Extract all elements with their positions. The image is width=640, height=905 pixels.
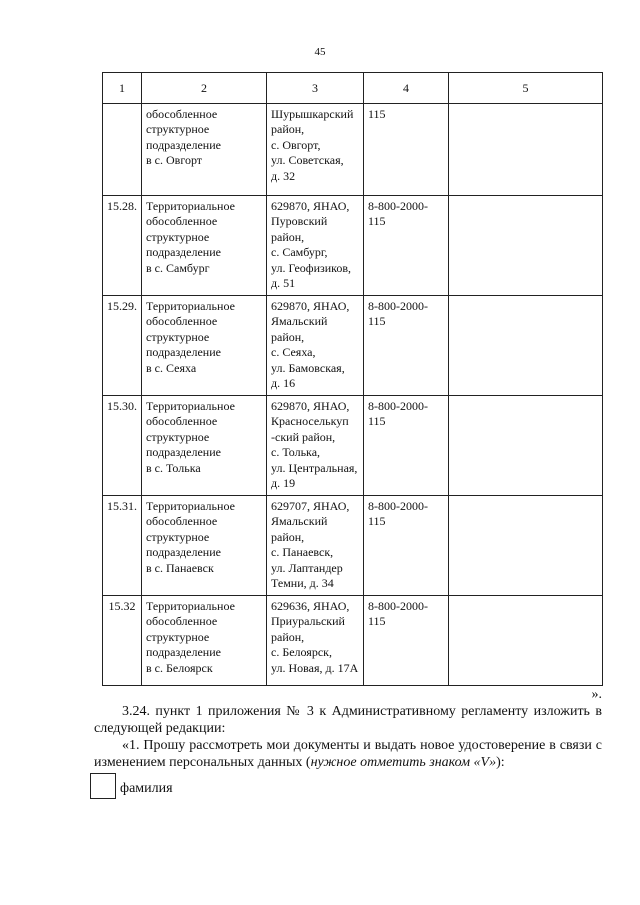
phone-cell-line: 8-800-2000-: [368, 198, 428, 213]
address-cell-line: ул. Геофизиков,: [271, 260, 352, 275]
address-cell-line: ул. Бамовская,: [271, 360, 345, 375]
institution-name-cell-line: в с. Самбург: [146, 260, 210, 275]
request-paragraph: [94, 737, 602, 771]
address-cell: [267, 595, 364, 685]
address-cell-line: Ямальский: [271, 514, 328, 528]
institution-name-cell-line: обособленное: [146, 414, 218, 428]
address-cell-line: д. 32: [271, 168, 296, 183]
institution-name-cell: [142, 395, 267, 495]
address-cell-line: д. 51: [271, 276, 296, 290]
address-cell-line: 629707, ЯНАО,: [271, 498, 350, 513]
address-cell-line: 629636, ЯНАО,: [271, 598, 350, 613]
request-text-end: ):: [496, 755, 505, 770]
institution-name-cell-line: обособленное: [146, 314, 218, 328]
institution-name-cell-line: подразделение: [146, 645, 221, 659]
address-cell: [267, 495, 364, 595]
institution-name-cell-line: структурное: [146, 229, 210, 244]
phone-cell-line: 115: [368, 514, 386, 528]
institution-name-cell: [142, 295, 267, 395]
phone-cell: [364, 103, 449, 195]
phone-cell-line: 115: [368, 314, 386, 328]
address-cell-line: ул. Советская,: [271, 153, 344, 167]
address-cell-line: район,: [271, 629, 305, 644]
address-cell-line: ул. Центральная,: [271, 460, 358, 475]
phone-cell-line: 115: [368, 414, 386, 428]
address-cell-line: ул. Новая, д. 17А: [271, 660, 359, 675]
address-cell-line: 629870, ЯНАО,: [271, 398, 350, 413]
column-header: 4: [364, 73, 449, 104]
extra-cell: [449, 395, 603, 495]
institution-name-cell-line: Территориальное: [146, 298, 235, 313]
closing-quote: ».: [591, 687, 602, 702]
table-row: [103, 395, 603, 495]
address-cell-line: Темни, д. 34: [271, 576, 334, 590]
extra-cell: [449, 195, 603, 295]
institution-name-cell-line: Территориальное: [146, 498, 235, 513]
institution-name-cell: [142, 195, 267, 295]
table-row: [103, 103, 603, 195]
request-hint: нужное отметить знаком «V»: [310, 755, 497, 770]
phone-cell: [364, 295, 449, 395]
institutions-table: [102, 72, 603, 686]
address-cell-line: д. 16: [271, 376, 296, 390]
address-cell: [267, 295, 364, 395]
address-cell-line: с. Панаевск,: [271, 545, 334, 559]
surname-option[interactable]: [90, 773, 173, 799]
institution-name-cell-line: структурное: [146, 529, 210, 544]
row-number-cell: 15.31.: [103, 495, 142, 595]
row-number-cell: 15.30.: [103, 395, 142, 495]
address-cell-line: с. Белоярск,: [271, 645, 332, 659]
address-cell-line: Шурышкарский: [271, 106, 354, 121]
address-cell-line: ул. Лаптандер: [271, 560, 343, 575]
phone-cell: [364, 395, 449, 495]
institution-name-cell-line: подразделение: [146, 137, 221, 152]
address-cell-line: Пуровский: [271, 214, 328, 228]
institution-name-cell-line: в с. Овгорт: [146, 153, 203, 167]
institution-name-cell-line: в с. Белоярск: [146, 660, 213, 675]
table-row: [103, 495, 603, 595]
institution-name-cell-line: структурное: [146, 122, 210, 136]
column-header: 2: [142, 73, 267, 104]
institution-name-cell-line: в с. Сеяха: [146, 360, 197, 375]
column-header: 5: [449, 73, 603, 104]
extra-cell: [449, 295, 603, 395]
phone-cell-line: 8-800-2000-: [368, 598, 428, 613]
table-row: [103, 195, 603, 295]
table-header-row: [103, 73, 603, 104]
institution-name-cell-line: структурное: [146, 629, 210, 644]
row-number-cell: [103, 103, 142, 195]
row-number-cell: 15.29.: [103, 295, 142, 395]
page-number: 45: [314, 46, 326, 58]
institution-name-cell-line: обособленное: [146, 514, 218, 528]
institution-name-cell-line: обособленное: [146, 106, 218, 121]
address-cell-line: Ямальский: [271, 314, 328, 328]
column-header: 1: [103, 73, 142, 104]
column-header: 3: [267, 73, 364, 104]
institution-name-cell-line: подразделение: [146, 245, 221, 259]
institution-name-cell: [142, 103, 267, 195]
institution-name-cell: [142, 595, 267, 685]
extra-cell: [449, 595, 603, 685]
address-cell-line: Красноселькуп: [271, 414, 349, 428]
phone-cell-line: 8-800-2000-: [368, 398, 428, 413]
address-cell-line: -ский район,: [271, 429, 336, 444]
institution-name-cell-line: подразделение: [146, 345, 221, 359]
phone-cell-line: 8-800-2000-: [368, 298, 428, 313]
address-cell-line: район,: [271, 529, 305, 544]
extra-cell: [449, 495, 603, 595]
address-cell-line: с. Овгорт,: [271, 137, 321, 152]
institution-name-cell-line: Территориальное: [146, 198, 235, 213]
institution-name-cell-line: в с. Толька: [146, 460, 201, 475]
extra-cell: [449, 103, 603, 195]
row-number-cell: 15.28.: [103, 195, 142, 295]
institution-name-cell-line: подразделение: [146, 445, 221, 459]
surname-checkbox[interactable]: [90, 773, 116, 799]
institution-name-cell-line: структурное: [146, 429, 210, 444]
amendment-text: [94, 686, 602, 771]
phone-cell-line: 115: [368, 106, 386, 121]
institution-name-cell-line: структурное: [146, 329, 210, 344]
row-number-cell: 15.32: [103, 595, 142, 685]
institution-name-cell-line: в с. Панаевск: [146, 560, 214, 575]
phone-cell: [364, 595, 449, 685]
phone-cell-line: 115: [368, 214, 386, 228]
address-cell-line: район,: [271, 329, 305, 344]
address-cell-line: 629870, ЯНАО,: [271, 298, 350, 313]
address-cell-line: с. Сеяха,: [271, 345, 316, 359]
phone-cell: [364, 495, 449, 595]
address-cell: [267, 103, 364, 195]
phone-cell-line: 8-800-2000-: [368, 498, 428, 513]
address-cell-line: район,: [271, 122, 305, 136]
address-cell-line: 629870, ЯНАО,: [271, 198, 350, 213]
phone-cell: [364, 195, 449, 295]
address-cell: [267, 395, 364, 495]
institution-name-cell-line: подразделение: [146, 545, 221, 559]
institution-name-cell-line: обособленное: [146, 214, 218, 228]
address-cell-line: Приуральский: [271, 614, 345, 628]
table-row: [103, 295, 603, 395]
address-cell-line: д. 19: [271, 476, 296, 490]
request-text: «1. Прошу рассмотреть мои документы и выдать новое удостоверение в связи с изменением персональных данных (: [94, 738, 602, 770]
address-cell: [267, 195, 364, 295]
address-cell-line: с. Толька,: [271, 445, 321, 459]
institution-name-cell-line: Территориальное: [146, 598, 235, 613]
address-cell-line: район,: [271, 229, 305, 244]
institution-name-cell: [142, 495, 267, 595]
institution-name-cell-line: Территориальное: [146, 398, 235, 413]
surname-checkbox-label: фамилия: [120, 781, 173, 796]
institution-name-cell-line: обособленное: [146, 614, 218, 628]
amendment-paragraph: 3.24. пункт 1 приложения № 3 к Административному регламенту изложить в следующей редакции:: [94, 704, 602, 736]
address-cell-line: с. Самбург,: [271, 245, 328, 259]
table-row: [103, 595, 603, 685]
phone-cell-line: 115: [368, 614, 386, 628]
